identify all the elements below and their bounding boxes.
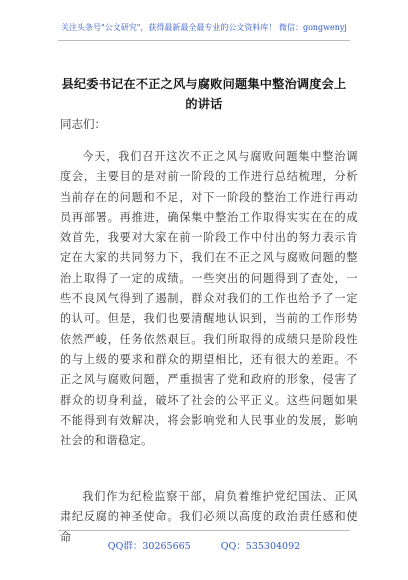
footer-qq-group[interactable]: QQ群：30265665	[107, 541, 191, 552]
footer-qq-number[interactable]: QQ：535304092	[220, 541, 301, 552]
body-paragraph-2: 我们作为纪检监察干部，肩负着维护党纪国法、正风肃纪反腐的神圣使命。我们必须以高度的政治责任感和使命	[60, 490, 358, 544]
salutation: 同志们：	[60, 117, 106, 131]
header-divider	[58, 40, 350, 41]
document-title: 县纪委书记在不正之风与腐败问题集中整治调度会上的讲话	[61, 77, 347, 111]
header-promo-text[interactable]: 关注头条号"公文研究"，获得最新最全最专业的公文资料库！ 微信：gongwenyj	[61, 23, 347, 32]
footer-divider	[58, 530, 350, 531]
body-paragraph-1: 今天，我们召开这次不正之风与腐败问题集中整治调度会，主要目的是对前一阶段的工作进行总结梳理，分析当前存在的问题和不足，对下一阶段的整治工作进行再动员再部署。再推进，确保集中整治工作取得实实在在的成效首先，我要对大家在前一阶段工作中付出的努力表示肯定在大家的共同努力下，我们在不正之风与腐败问题的整治上取得了一定的成绩。一些突出的问题得到了查处，一些不良风气得到了遏制，群众对我们的工作也给予了一定的认可。但是，我们也要清醒地认识到，当前的工作形势依然严峻，任务依然艰巨。我们所取得的成绩只是阶段性的与上级的要求和群众的期望相比，还有很大的差距。不正之风与腐败问题，严重损害了党和政府的形象，侵害了群众的切身利益，破坏了社会的公平正义。这些问题如果不能得到有效解决，将会影响党和人民事业的发展，影响社会的和谐稳定。	[60, 150, 358, 448]
footer-contact	[0, 538, 408, 552]
